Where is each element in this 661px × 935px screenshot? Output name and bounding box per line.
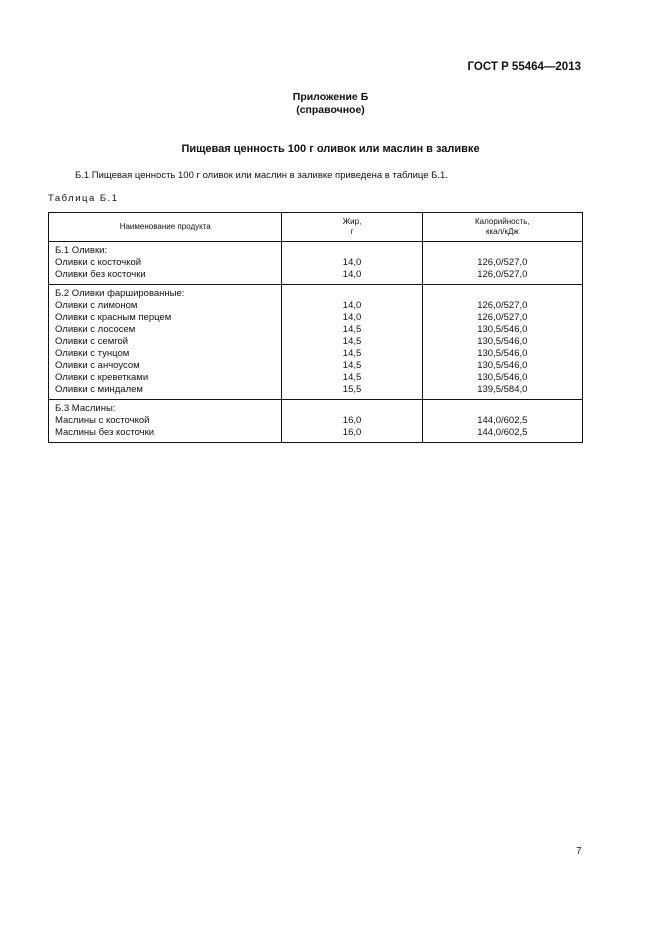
product-name: Оливки с миндалем xyxy=(49,384,282,400)
nutrition-table xyxy=(48,212,583,443)
table-row xyxy=(49,257,583,269)
fat-value: 14,5 xyxy=(282,336,422,348)
fat-value: 16,0 xyxy=(282,427,422,443)
product-name: Оливки с тунцом xyxy=(49,348,282,360)
section-title: Пищевая ценность 100 г оливок или маслин в заливке xyxy=(181,143,480,155)
group-title: Б.1 Оливки: xyxy=(49,242,282,258)
product-name: Оливки с лимоном xyxy=(49,300,282,312)
table-row xyxy=(49,348,583,360)
header-calories-line1: Калорийность, xyxy=(475,217,530,226)
header-product-name: Наименование продукта xyxy=(49,213,282,242)
table-label: Таблица Б.1 xyxy=(48,193,119,204)
table-row xyxy=(49,312,583,324)
header-fat-line1: Жир, xyxy=(342,217,362,226)
product-name: Маслины без косточки xyxy=(49,427,282,443)
calorie-value: 126,0/527,0 xyxy=(422,257,582,269)
calorie-value: 130,5/546,0 xyxy=(422,372,582,384)
group-title-row xyxy=(49,242,583,258)
calorie-value: 126,0/527,0 xyxy=(422,269,582,285)
product-name: Маслины с косточкой xyxy=(49,415,282,427)
calorie-value: 144,0/602,5 xyxy=(422,415,582,427)
fat-value: 15,5 xyxy=(282,384,422,400)
fat-value: 16,0 xyxy=(282,415,422,427)
calorie-value: 144,0/602,5 xyxy=(422,427,582,443)
table-row xyxy=(49,300,583,312)
product-name: Оливки с анчоусом xyxy=(49,360,282,372)
group-title-row xyxy=(49,285,583,301)
group-title: Б.2 Оливки фаршированные: xyxy=(49,285,282,301)
calorie-value: 126,0/527,0 xyxy=(422,300,582,312)
intro-paragraph: Б.1 Пищевая ценность 100 г оливок или маслин в заливке приведена в таблице Б.1. xyxy=(75,170,448,181)
fat-value: 14,0 xyxy=(282,300,422,312)
table-row xyxy=(49,336,583,348)
table-row xyxy=(49,324,583,336)
table-row xyxy=(49,269,583,285)
appendix-heading xyxy=(0,91,661,117)
header-calories xyxy=(422,213,582,242)
page-number: 7 xyxy=(576,846,582,857)
product-name: Оливки с косточкой xyxy=(49,257,282,269)
table-row xyxy=(49,372,583,384)
document-code: ГОСТ Р 55464—2013 xyxy=(467,61,581,73)
header-fat-line2: г xyxy=(350,227,354,236)
header-fat xyxy=(282,213,422,242)
group-title-row xyxy=(49,400,583,416)
group-title: Б.3 Маслины: xyxy=(49,400,282,416)
calorie-value: 130,5/546,0 xyxy=(422,336,582,348)
calorie-value: 139,5/584,0 xyxy=(422,384,582,400)
fat-value: 14,0 xyxy=(282,312,422,324)
calorie-value: 130,5/546,0 xyxy=(422,348,582,360)
product-name: Оливки с семгой xyxy=(49,336,282,348)
table-row xyxy=(49,415,583,427)
appendix-subtitle: (справочное) xyxy=(296,104,365,116)
calorie-value: 126,0/527,0 xyxy=(422,312,582,324)
product-name: Оливки с красным перцем xyxy=(49,312,282,324)
table-row xyxy=(49,360,583,372)
product-name: Оливки с креветками xyxy=(49,372,282,384)
calorie-value: 130,5/546,0 xyxy=(422,324,582,336)
calorie-value: 130,5/546,0 xyxy=(422,360,582,372)
fat-value: 14,5 xyxy=(282,348,422,360)
table-row xyxy=(49,384,583,400)
product-name: Оливки с лососем xyxy=(49,324,282,336)
fat-value: 14,5 xyxy=(282,324,422,336)
fat-value: 14,0 xyxy=(282,257,422,269)
product-name: Оливки без косточки xyxy=(49,269,282,285)
fat-value: 14,0 xyxy=(282,269,422,285)
appendix-title: Приложение Б xyxy=(292,91,369,103)
fat-value: 14,5 xyxy=(282,372,422,384)
table-row xyxy=(49,427,583,443)
header-calories-line2: ккал/кДж xyxy=(485,227,519,236)
table-header-row xyxy=(49,213,583,242)
fat-value: 14,5 xyxy=(282,360,422,372)
